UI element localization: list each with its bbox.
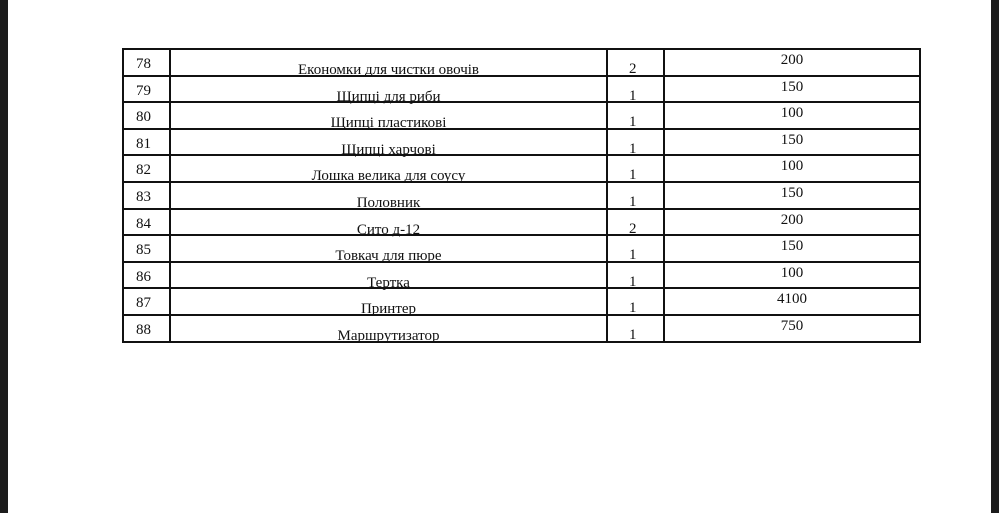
row-number: 81	[136, 135, 151, 152]
table-row	[123, 129, 920, 156]
item-price: 150	[780, 78, 804, 95]
item-quantity: 2	[629, 61, 637, 77]
price-cell	[664, 235, 920, 262]
row-number: 88	[136, 321, 151, 338]
document-page	[8, 0, 991, 513]
item-name: Лошка велика для соусу	[311, 168, 466, 185]
quantity-cell	[607, 76, 664, 103]
row-number-cell	[123, 235, 170, 262]
item-quantity: 1	[629, 247, 637, 264]
inventory-table-body	[123, 49, 920, 342]
quantity-cell	[607, 129, 664, 156]
item-price: 200	[780, 52, 804, 68]
item-price: 4100	[777, 291, 807, 308]
price-cell	[664, 102, 920, 129]
quantity-cell	[607, 315, 664, 342]
item-quantity: 1	[629, 326, 637, 343]
inventory-table	[122, 48, 921, 343]
item-name: Щипці харчові	[341, 141, 436, 158]
row-number-cell	[123, 315, 170, 342]
row-number-cell	[123, 155, 170, 182]
row-number: 79	[136, 82, 151, 99]
table-row	[123, 49, 920, 76]
quantity-cell	[607, 49, 664, 76]
row-number-cell	[123, 182, 170, 209]
row-number-cell	[123, 262, 170, 289]
item-name: Щипці пластикові	[330, 115, 447, 132]
table-row	[123, 102, 920, 129]
item-name: Половник	[356, 194, 421, 211]
item-quantity: 1	[629, 140, 637, 157]
item-quantity: 1	[629, 273, 637, 290]
item-name-cell	[170, 155, 607, 185]
quantity-cell	[607, 182, 664, 209]
item-name-cell	[170, 102, 607, 132]
price-cell	[664, 315, 920, 342]
price-cell	[664, 76, 920, 103]
item-name-cell	[170, 49, 607, 76]
item-quantity: 1	[629, 300, 637, 317]
row-number: 80	[136, 109, 151, 126]
table-row	[123, 315, 920, 342]
item-name-cell	[170, 209, 607, 236]
table-row	[123, 209, 920, 236]
table-row	[123, 288, 920, 315]
item-price: 150	[780, 184, 804, 201]
item-name-cell	[170, 288, 607, 318]
row-number: 86	[136, 268, 151, 285]
item-name: Щипці для риби	[336, 88, 441, 105]
table-row	[123, 235, 920, 262]
table-row	[123, 76, 920, 103]
price-cell	[664, 262, 920, 289]
item-name: Товкач для пюре	[335, 248, 442, 265]
row-number: 87	[136, 295, 151, 312]
item-price: 200	[780, 211, 804, 228]
row-number-cell	[123, 49, 170, 76]
quantity-cell	[607, 155, 664, 182]
quantity-cell	[607, 102, 664, 129]
item-price: 150	[780, 131, 804, 148]
item-price: 100	[780, 105, 804, 122]
item-name: Маршрутизатор	[337, 327, 440, 344]
item-quantity: 1	[629, 167, 637, 184]
quantity-cell	[607, 235, 664, 262]
price-cell	[664, 209, 920, 236]
item-price: 100	[780, 264, 804, 281]
quantity-cell	[607, 209, 664, 236]
price-cell	[664, 129, 920, 156]
row-number-cell	[123, 76, 170, 103]
row-number: 84	[136, 215, 151, 232]
row-number: 78	[136, 56, 151, 72]
item-quantity: 1	[629, 193, 637, 210]
item-name-cell	[170, 76, 607, 103]
row-number-cell	[123, 129, 170, 156]
row-number-cell	[123, 209, 170, 236]
table-row	[123, 155, 920, 182]
item-name: Сито д-12	[356, 221, 421, 238]
item-name-cell	[170, 315, 607, 342]
item-quantity: 2	[629, 220, 637, 237]
price-cell	[664, 49, 920, 76]
item-name-cell	[170, 235, 607, 265]
row-number: 82	[136, 162, 151, 179]
quantity-cell	[607, 288, 664, 315]
row-number: 85	[136, 242, 151, 259]
item-name: Економки для чистки овочів	[298, 62, 479, 78]
item-quantity: 1	[629, 114, 637, 131]
row-number-cell	[123, 102, 170, 129]
item-name-cell	[170, 182, 607, 209]
row-number-cell	[123, 288, 170, 315]
item-price: 750	[780, 317, 804, 334]
price-cell	[664, 288, 920, 315]
item-price: 100	[780, 158, 804, 175]
quantity-cell	[607, 262, 664, 289]
price-cell	[664, 155, 920, 182]
price-cell	[664, 182, 920, 209]
item-quantity: 1	[629, 87, 637, 104]
table-row	[123, 182, 920, 209]
item-name: Принтер	[360, 301, 417, 318]
row-number: 83	[136, 188, 151, 205]
item-name-cell	[170, 262, 607, 289]
item-name: Тертка	[367, 274, 410, 291]
item-name-cell	[170, 129, 607, 156]
item-price: 150	[780, 238, 804, 255]
table-row	[123, 262, 920, 289]
